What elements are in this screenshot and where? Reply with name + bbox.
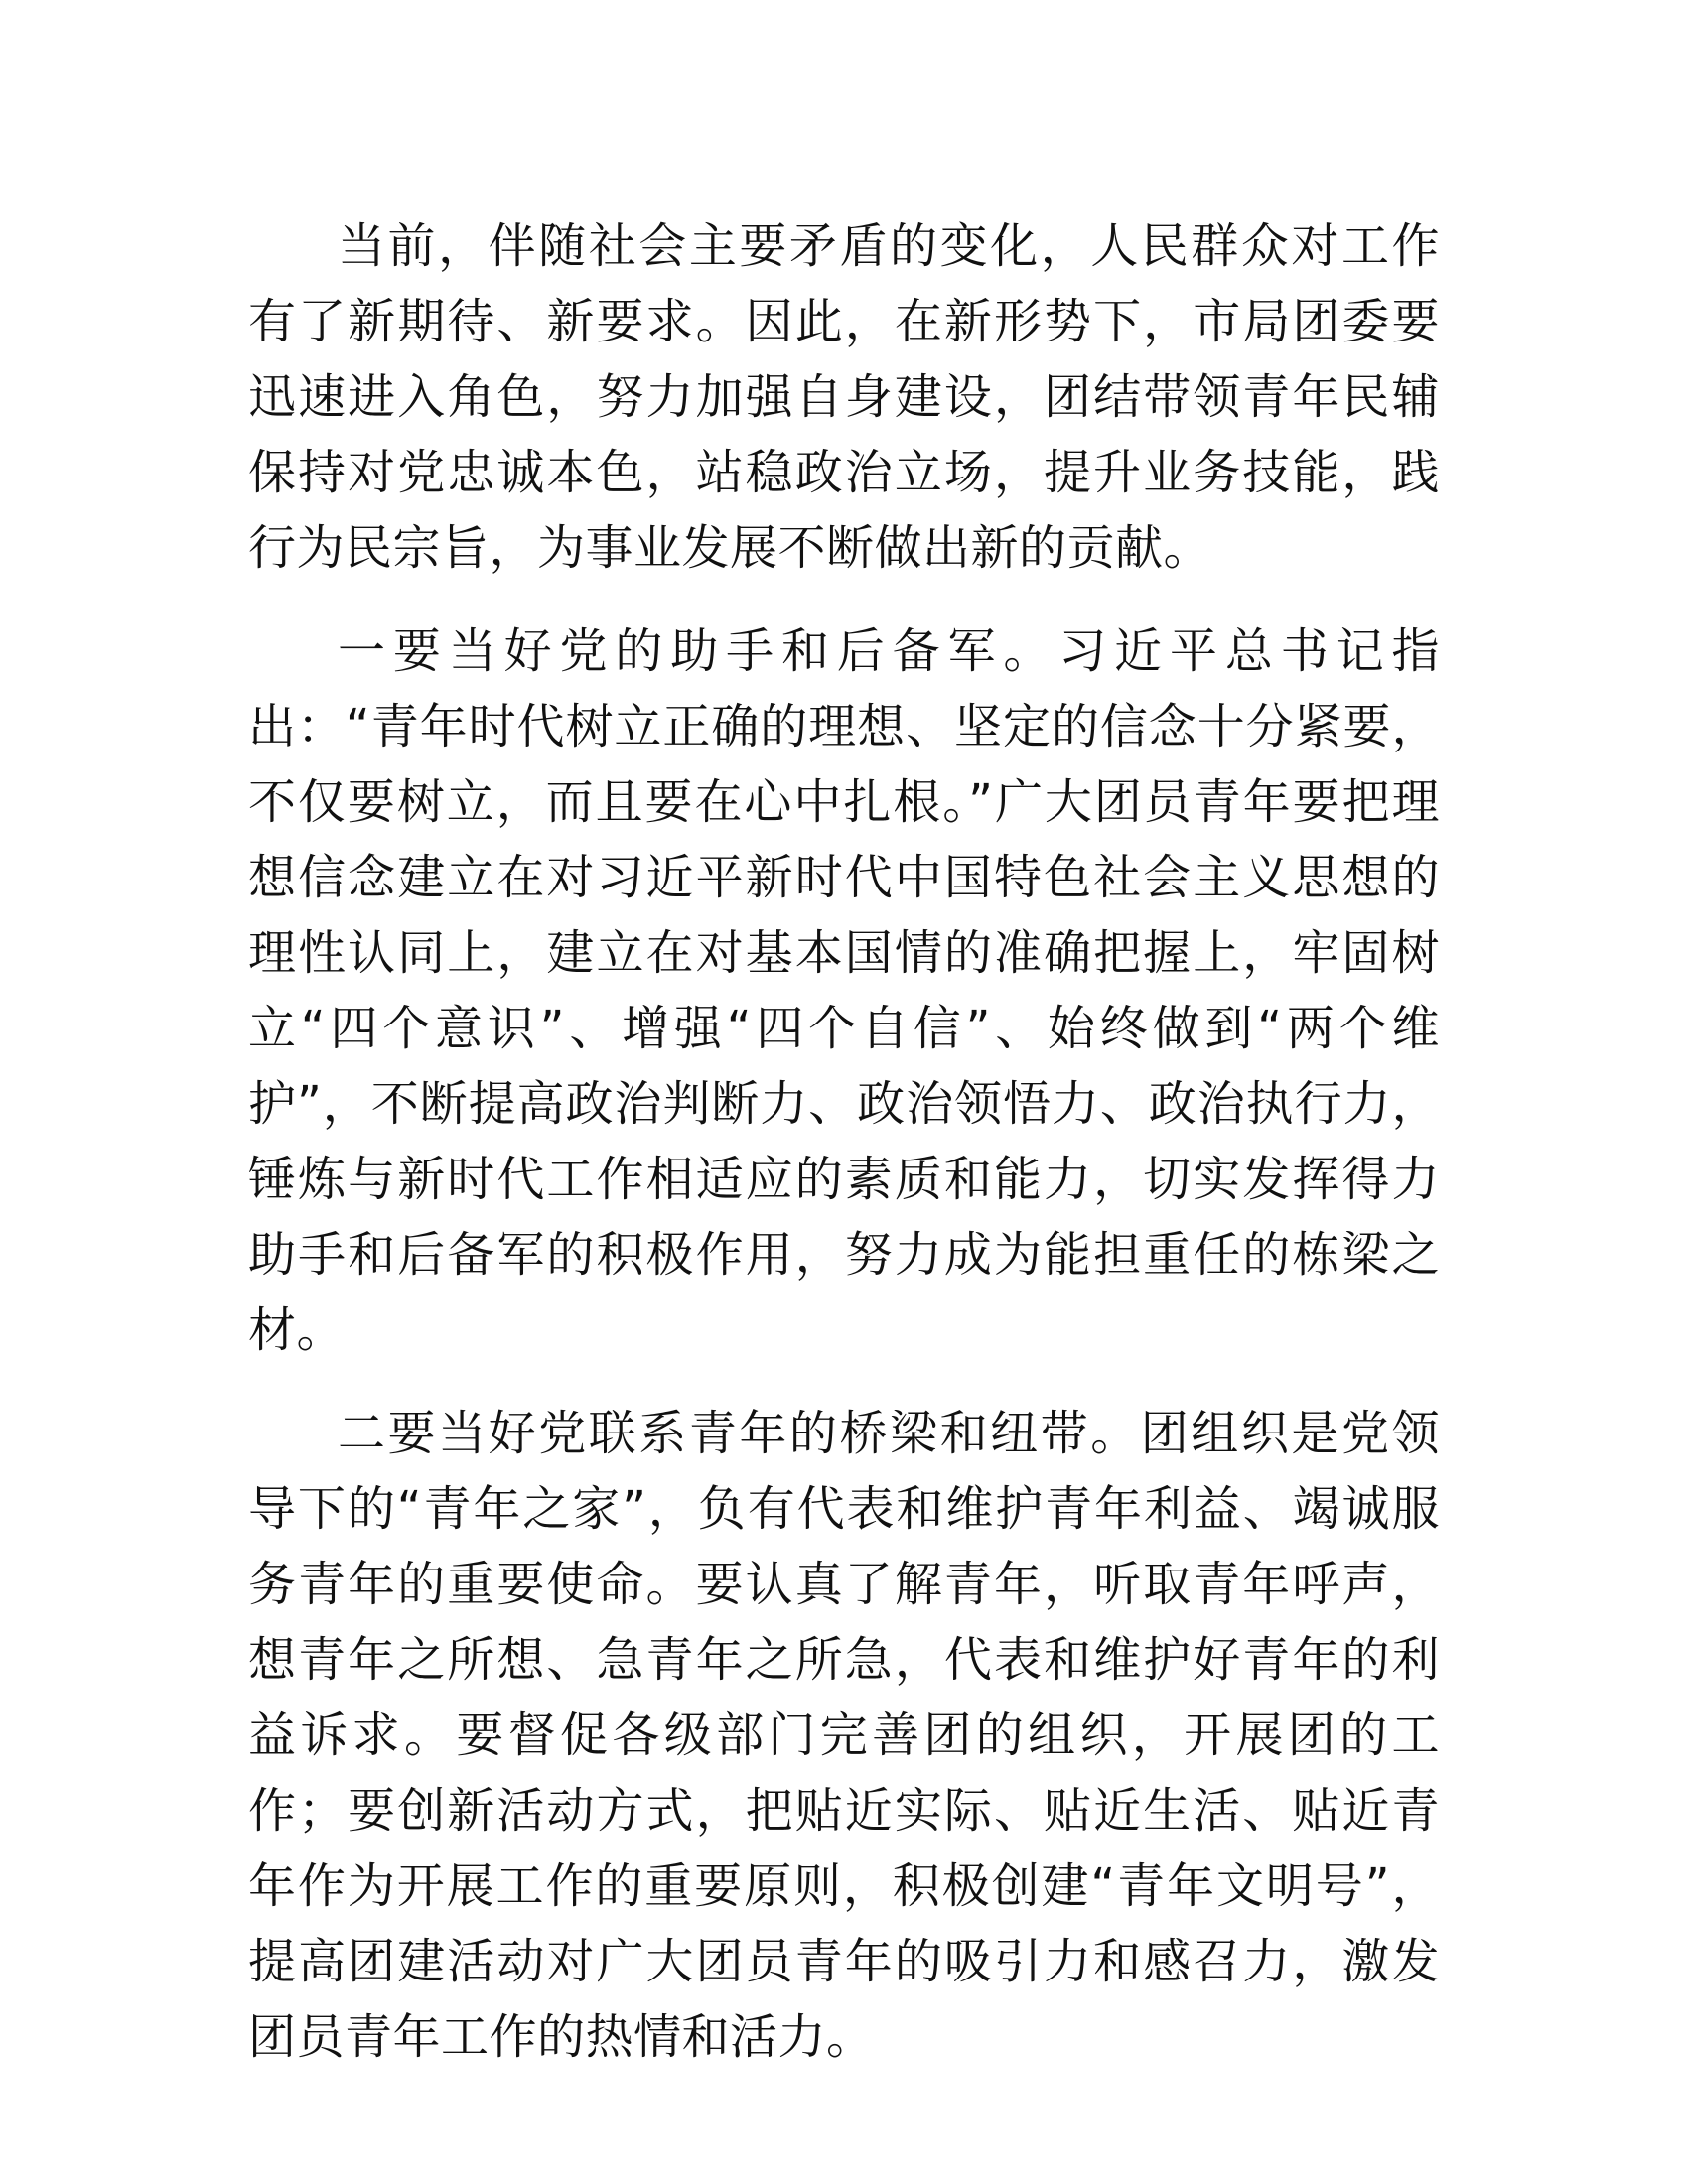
paragraph-second-point: 二要当好党联系青年的桥梁和纽带。团组织是党领导下的“青年之家”，负有代表和维护青年利益、竭诚服务青年的重要使命。要认真了解青年，听取青年呼声，想青年之所想、急青年之所急，代表和维护好青年的利益诉求。要督促各级部门完善团的组织，开展团的工作；要创新活动方式，把贴近实际、贴近生活、贴近青年作为开展工作的重要原则，积极创建“青年文明号”，提高团建活动对广大团员青年的吸引力和感召力，激发团员青年工作的热情和活力。 bbox=[248, 1406, 1440, 2065]
paragraph-intro: 当前，伴随社会主要矛盾的变化，人民群众对工作有了新期待、新要求。因此，在新形势下，市局团委要迅速进入角色，努力加强自身建设，团结带领青年民辅保持对党忠诚本色，站稳政治立场，提升业务技能，践行为民宗旨，为事业发展不断做出新的贡献。 bbox=[248, 218, 1440, 576]
paragraph-first-point: 一要当好党的助手和后备军。习近平总书记指出：“青年时代树立正确的理想、坚定的信念十分紧要，不仅要树立，而且要在心中扎根。”广大团员青年要把理想信念建立在对习近平新时代中国特色社会主义思想的理性认同上，建立在对基本国情的准确把握上，牢固树立“四个意识”、增强“四个自信”、始终做到“两个维护”，不断提高政治判断力、政治领悟力、政治执行力，锤炼与新时代工作相适应的素质和能力，切实发挥得力助手和后备军的积极作用，努力成为能担重任的栋梁之材。 bbox=[248, 623, 1440, 1358]
document-body bbox=[248, 208, 1440, 2103]
